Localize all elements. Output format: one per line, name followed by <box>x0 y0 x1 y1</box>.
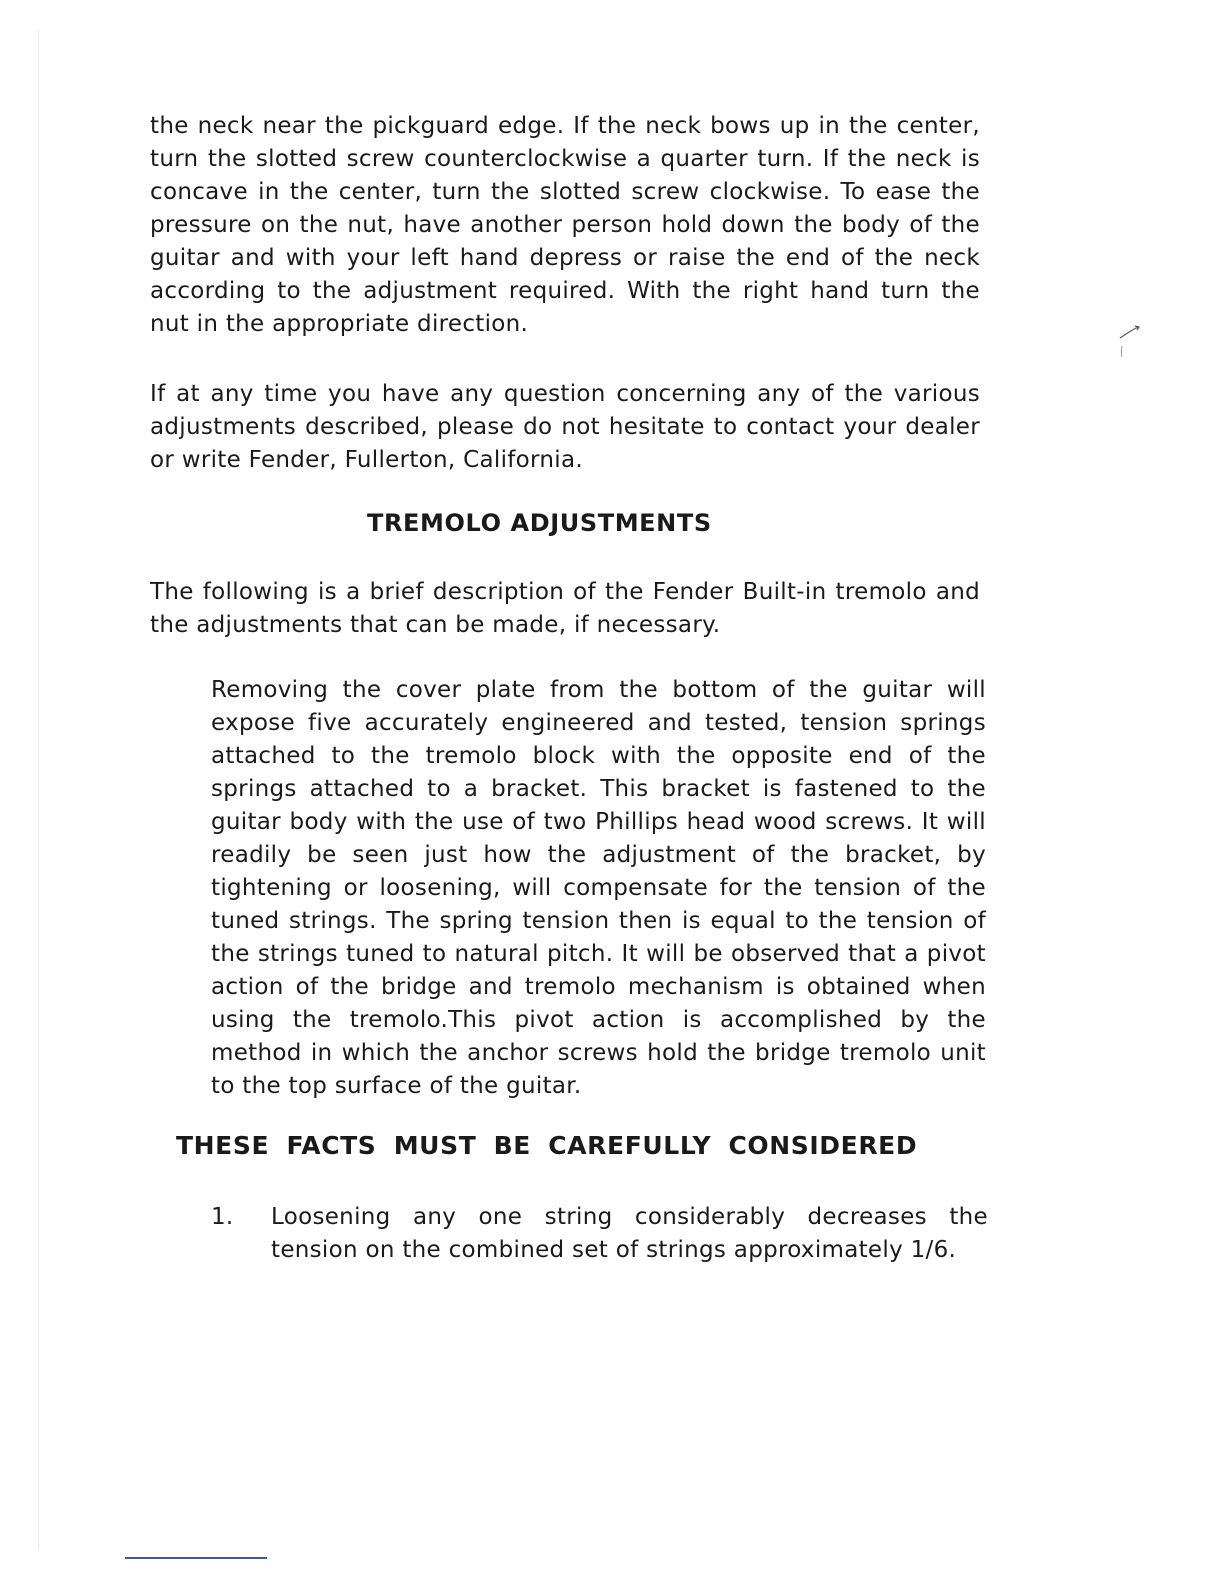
heading-facts: THESE FACTS MUST BE CAREFULLY CONSIDERED <box>176 1131 918 1160</box>
heading-tremolo-adjustments: TREMOLO ADJUSTMENTS <box>367 509 712 537</box>
list-item-text: Loosening any one string considerably decreases the tension on the combined set of strings approximately 1/6. <box>271 1204 988 1263</box>
paragraph-contact: If at any time you have any question concerning any of the various adjustments described, please do not hesitate to contact your dealer or write Fender, Fullerton, California. <box>150 381 980 473</box>
scan-edge-line <box>38 30 39 1550</box>
footer-divider <box>125 1557 267 1559</box>
paragraph-tremolo-intro: The following is a brief description of the Fender Built-in tremolo and the adjustments that can be made, if necessary. <box>150 579 980 638</box>
list-item-number: 1. <box>211 1204 234 1230</box>
paragraph-neck-adjustment: the neck near the pickguard edge. If the neck bows up in the center, turn the slotted screw counterclockwise a quarter turn. If the neck is concave in the center, turn the slotted screw clockwise. To ease the pressure on the nut, have another person hold down the body of the guitar and with your left hand depress or raise the end of the neck according to the adjustment required. With the right hand turn the nut in the appropriate direction. <box>150 113 980 337</box>
paragraph-springs: Removing the cover plate from the bottom of the guitar will expose five accurately engineered and tested, tension springs attached to the tremolo block with the opposite end of the springs attached to a bracket. This bracket is fastened to the guitar body with the use of two Phillips head wood screws. It will readily be seen just how the adjustment of the bracket, by tightening or loosening, will compensate for the tension of the tuned strings. The spring tension then is equal to the tension of the strings tuned to natural pitch. It will be observed that a pivot action of the bridge and tremolo mechanism is obtained when using the tremolo.This pivot action is accomplished by the method in which the anchor screws hold the bridge tremolo unit to the top surface of the guitar. <box>211 677 986 1099</box>
pencil-mark-icon <box>1118 322 1142 362</box>
